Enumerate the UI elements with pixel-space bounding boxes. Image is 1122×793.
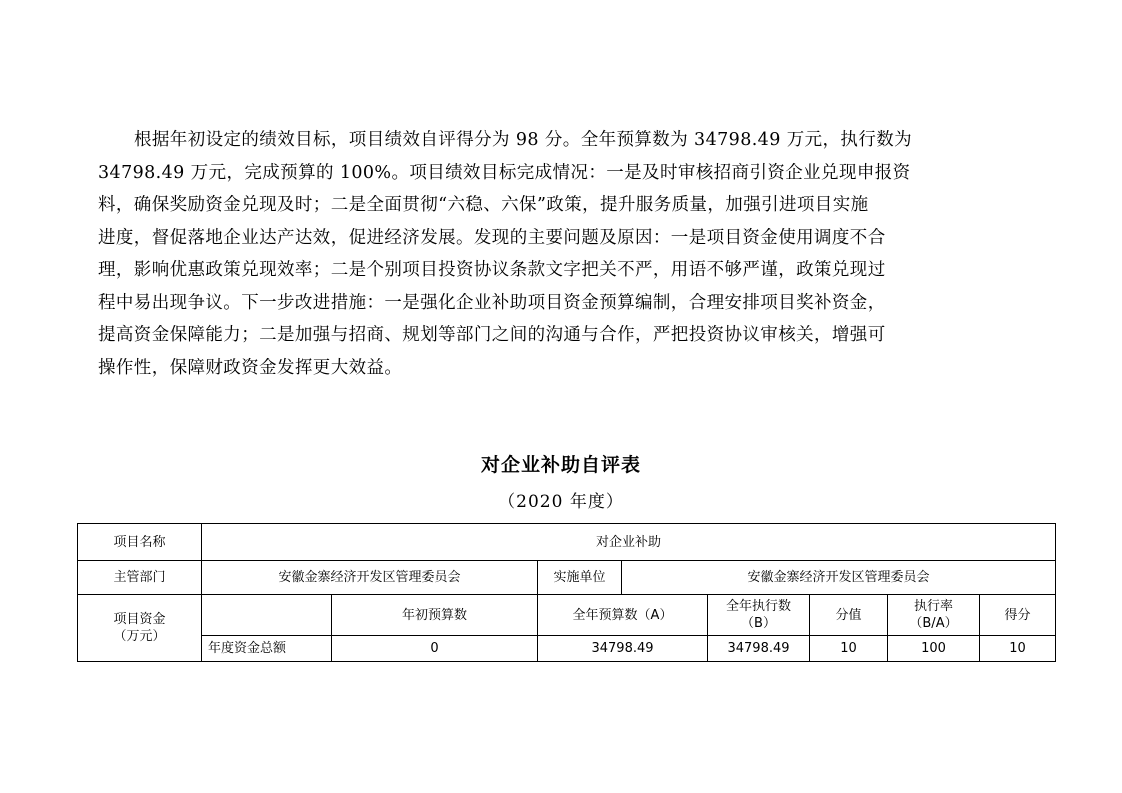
dept-value: 安徽金寨经济开发区管理委员会 bbox=[202, 561, 538, 595]
total-row-label: 年度资金总额 bbox=[202, 636, 332, 662]
total-initial-budget: 0 bbox=[332, 636, 538, 662]
table-row bbox=[78, 595, 1056, 636]
total-annual-budget: 34798.49 bbox=[538, 636, 708, 662]
project-name-label: 项目名称 bbox=[78, 524, 202, 561]
dept-label: 主管部门 bbox=[78, 561, 202, 595]
total-score: 10 bbox=[980, 636, 1056, 662]
header-initial-budget: 年初预算数 bbox=[332, 595, 538, 636]
table-row bbox=[78, 524, 1056, 561]
total-executed: 34798.49 bbox=[708, 636, 810, 662]
project-name-value: 对企业补助 bbox=[202, 524, 1056, 561]
impl-label: 实施单位 bbox=[538, 561, 622, 595]
paragraph-line: 操作性，保障财政资金发挥更大效益。 bbox=[98, 357, 403, 378]
table-title: 对企业补助自评表 bbox=[480, 454, 641, 476]
empty-header-cell bbox=[202, 595, 332, 636]
header-executed-line1: 全年执行数 bbox=[725, 599, 791, 614]
table-row bbox=[78, 636, 1056, 662]
funds-label-line2: （万元） bbox=[113, 629, 166, 644]
paragraph-line: 程中易出现争议。下一步改进措施：一是强化企业补助项目资金预算编制，合理安排项目奖补资金， bbox=[98, 292, 886, 313]
table-row bbox=[78, 561, 1056, 595]
total-score-value: 10 bbox=[810, 636, 888, 662]
header-score-value: 分值 bbox=[810, 595, 888, 636]
header-score: 得分 bbox=[980, 595, 1056, 636]
total-rate: 100 bbox=[888, 636, 980, 662]
header-rate-line1: 执行率 bbox=[913, 599, 953, 614]
evaluation-paragraph bbox=[98, 124, 1026, 384]
header-annual-budget: 全年预算数（A） bbox=[538, 595, 708, 636]
self-evaluation-table bbox=[77, 523, 1056, 662]
funds-label bbox=[78, 595, 202, 662]
header-executed-line2: （B） bbox=[741, 616, 776, 631]
table-subtitle: （2020 年度） bbox=[498, 492, 624, 512]
paragraph-line: 提高资金保障能力；二是加强与招商、规划等部门之间的沟通与合作，严把投资协议审核关，增强可 bbox=[98, 325, 886, 345]
header-rate-line2: （B/A） bbox=[909, 616, 958, 631]
paragraph-line: 34798.49 万元，完成预算的 100%。项目绩效目标完成情况：一是及时审核招商引资企业兑现申报资 bbox=[98, 162, 911, 183]
header-executed bbox=[708, 595, 810, 636]
header-rate bbox=[888, 595, 980, 636]
paragraph-line: 料，确保奖励资金兑现及时；二是全面贯彻“六稳、六保”政策，提升服务质量，加强引进项目实施 bbox=[98, 195, 869, 215]
paragraph-line: 根据年初设定的绩效目标，项目绩效自评得分为 98 分。全年预算数为 34798.49 万元，执行数为 bbox=[134, 130, 913, 150]
funds-label-line1: 项目资金 bbox=[113, 612, 166, 627]
paragraph-line: 进度，督促落地企业达产达效，促进经济发展。发现的主要问题及原因：一是项目资金使用调度不合 bbox=[98, 227, 886, 248]
impl-value: 安徽金寨经济开发区管理委员会 bbox=[622, 561, 1056, 595]
paragraph-line: 理，影响优惠政策兑现效率；二是个别项目投资协议条款文字把关不严，用语不够严谨，政策兑现过 bbox=[98, 260, 886, 280]
